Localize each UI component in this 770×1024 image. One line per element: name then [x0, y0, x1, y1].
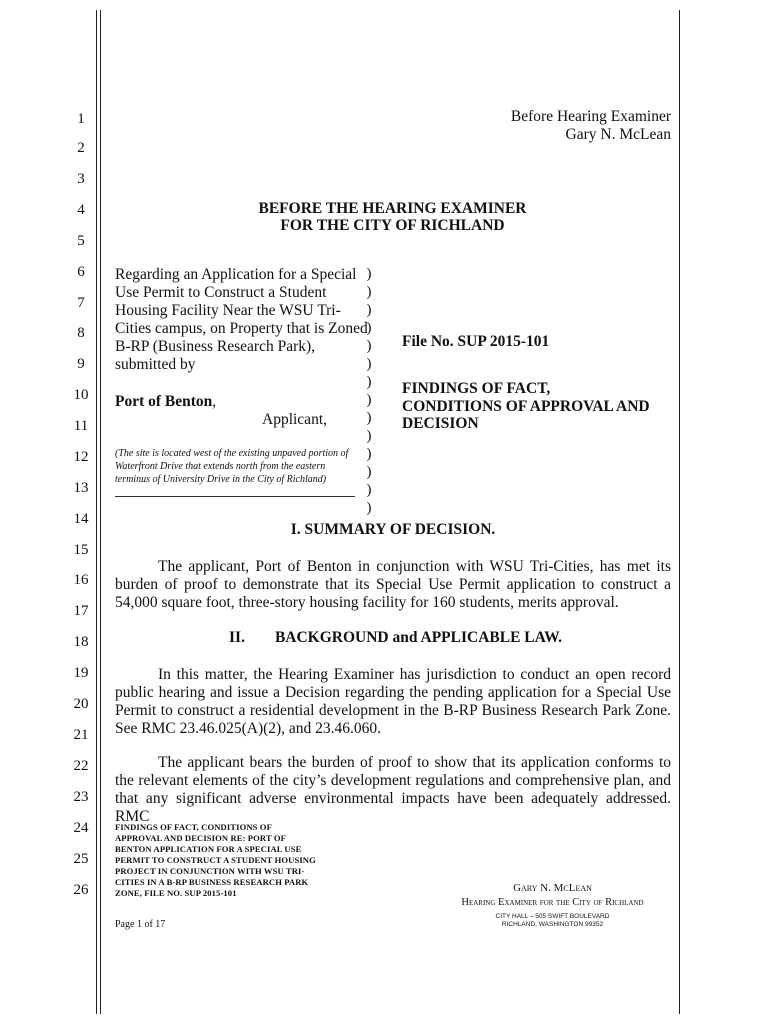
line-number: 4: [77, 202, 85, 218]
caption-line: B-RP (Business Research Park),: [115, 338, 316, 355]
paren: ): [366, 410, 372, 426]
note-line: (The site is located west of the existing unpaved portion of: [115, 448, 349, 459]
findings-line: CONDITIONS OF APPROVAL AND: [402, 397, 650, 415]
footer-signature-block: [430, 882, 675, 929]
paren: ): [366, 446, 372, 462]
section2-paragraph1: In this matter, the Hearing Examiner has jurisdiction to conduct an open record public hearing and issue a Decision regarding the pending application for a Special Use Permit to construct a residential development in the B-RP Business Research Park Zone. See RMC 23.46.025(A)(2), and 23.46.060.: [115, 666, 671, 737]
line-number: 9: [77, 356, 85, 372]
caption-line: Use Permit to Construct a Student: [115, 284, 327, 301]
right-margin-rule: [679, 10, 680, 1014]
footer-caption-line: PROJECT IN CONJUNCTION WITH WSU TRI-: [115, 866, 305, 876]
examiner-title: Hearing Examiner for the City of Richland: [461, 897, 644, 908]
header-line: Gary N. McLean: [565, 126, 671, 143]
footer-caption-line: BENTON APPLICATION FOR A SPECIAL USE: [115, 844, 302, 854]
applicant-comma: ,: [212, 393, 217, 410]
title-line: BEFORE THE HEARING EXAMINER: [258, 200, 527, 217]
section2-paragraph2: The applicant bears the burden of proof to show that its application conforms to the relevant elements of the city’s development regulations and comprehensive plan, and that any significant adverse environmental impacts have been adequately addressed. RMC: [115, 754, 671, 825]
section2-heading: [229, 629, 562, 647]
line-number: 22: [73, 758, 89, 774]
line-number: 1: [77, 111, 85, 127]
caption-regarding: [115, 266, 370, 374]
note-line: Waterfront Drive that extends north from the eastern: [115, 461, 326, 472]
line-number: 20: [73, 696, 89, 712]
page-number: Page 1 of 17: [115, 919, 166, 930]
paren: ): [366, 266, 372, 282]
left-margin-rule-inner: [100, 10, 101, 1014]
line-number: 26: [73, 882, 89, 898]
examiner-name: Gary N. McLean: [513, 882, 592, 894]
footer-caption-line: PERMIT TO CONSTRUCT A STUDENT HOUSING: [115, 855, 316, 865]
paren: ): [366, 338, 372, 354]
line-number: 15: [73, 542, 89, 558]
applicant-label: Applicant,: [262, 411, 327, 428]
paren: ): [366, 500, 372, 516]
line-number: 21: [73, 727, 89, 743]
line-number: 12: [73, 449, 89, 465]
left-margin-rule-outer: [96, 10, 97, 1014]
footer-caption-line: ZONE, FILE NO. SUP 2015-101: [115, 888, 237, 898]
line-number: 25: [73, 851, 89, 867]
line-number: 5: [77, 233, 85, 249]
section2-title: BACKGROUND and APPLICABLE LAW.: [274, 629, 563, 646]
line-number: 8: [77, 325, 85, 341]
header-block: [430, 108, 671, 144]
section1-heading: I. SUMMARY OF DECISION.: [290, 521, 496, 538]
paren: ): [366, 482, 372, 498]
line-number: 11: [73, 418, 89, 434]
paren: ): [366, 464, 372, 480]
footer-caption: [115, 822, 360, 899]
site-note: [115, 447, 365, 486]
section2-number: II.: [229, 629, 245, 646]
line-number: 19: [73, 665, 89, 681]
footer-caption-line: FINDINGS OF FACT, CONDITIONS OF: [115, 822, 272, 832]
line-number: 24: [73, 820, 89, 836]
paren: ): [366, 374, 372, 390]
line-number: 23: [73, 789, 89, 805]
applicant-party: Port of Benton: [115, 393, 213, 410]
paren: ): [366, 392, 372, 408]
footer-caption-line: APPROVAL AND DECISION RE: PORT OF: [115, 833, 286, 843]
paren: ): [366, 428, 372, 444]
caption-line: Housing Facility Near the WSU Tri-: [115, 302, 341, 319]
document-title: [200, 200, 585, 234]
address-line: RICHLAND, WASHINGTON 99352: [501, 921, 604, 928]
file-number: File No. SUP 2015-101: [402, 333, 550, 350]
caption-line: submitted by: [115, 356, 196, 373]
paren: ): [366, 284, 372, 300]
findings-line: FINDINGS OF FACT,: [402, 380, 551, 397]
paren: ): [366, 320, 372, 336]
note-line: terminus of University Drive in the City of Richland): [115, 474, 327, 485]
title-line: FOR THE CITY OF RICHLAND: [280, 217, 505, 234]
line-number: 17: [73, 603, 89, 619]
findings-title: [402, 380, 650, 433]
line-number: 3: [77, 171, 85, 187]
header-line: Before Hearing Examiner: [510, 108, 671, 125]
caption-line: Regarding an Application for a Special: [115, 266, 357, 283]
line-number: 14: [73, 511, 89, 527]
caption-line: Cities campus, on Property that is Zoned: [115, 320, 368, 337]
address-line: CITY HALL – 505 SWIFT BOULEVARD: [495, 913, 610, 920]
findings-line: DECISION: [402, 415, 479, 432]
footer-caption-line: CITIES IN A B-RP BUSINESS RESEARCH PARK: [115, 877, 309, 887]
line-number: 18: [73, 634, 89, 650]
line-number: 13: [73, 480, 89, 496]
line-number: 16: [73, 572, 89, 588]
paren: ): [366, 302, 372, 318]
paren: ): [366, 356, 372, 372]
section1-paragraph: The applicant, Port of Benton in conjunction with WSU Tri-Cities, has met its burden of proof to demonstrate that its Special Use Permit application to construct a 54,000 square foot, three-story housing facility for 160 students, merits approval.: [115, 558, 671, 611]
applicant-name: [115, 393, 216, 411]
line-number: 2: [77, 140, 85, 156]
caption-underline: [115, 496, 355, 497]
line-number: 6: [77, 264, 85, 280]
line-number: 7: [77, 295, 85, 311]
line-number: 10: [73, 387, 89, 403]
